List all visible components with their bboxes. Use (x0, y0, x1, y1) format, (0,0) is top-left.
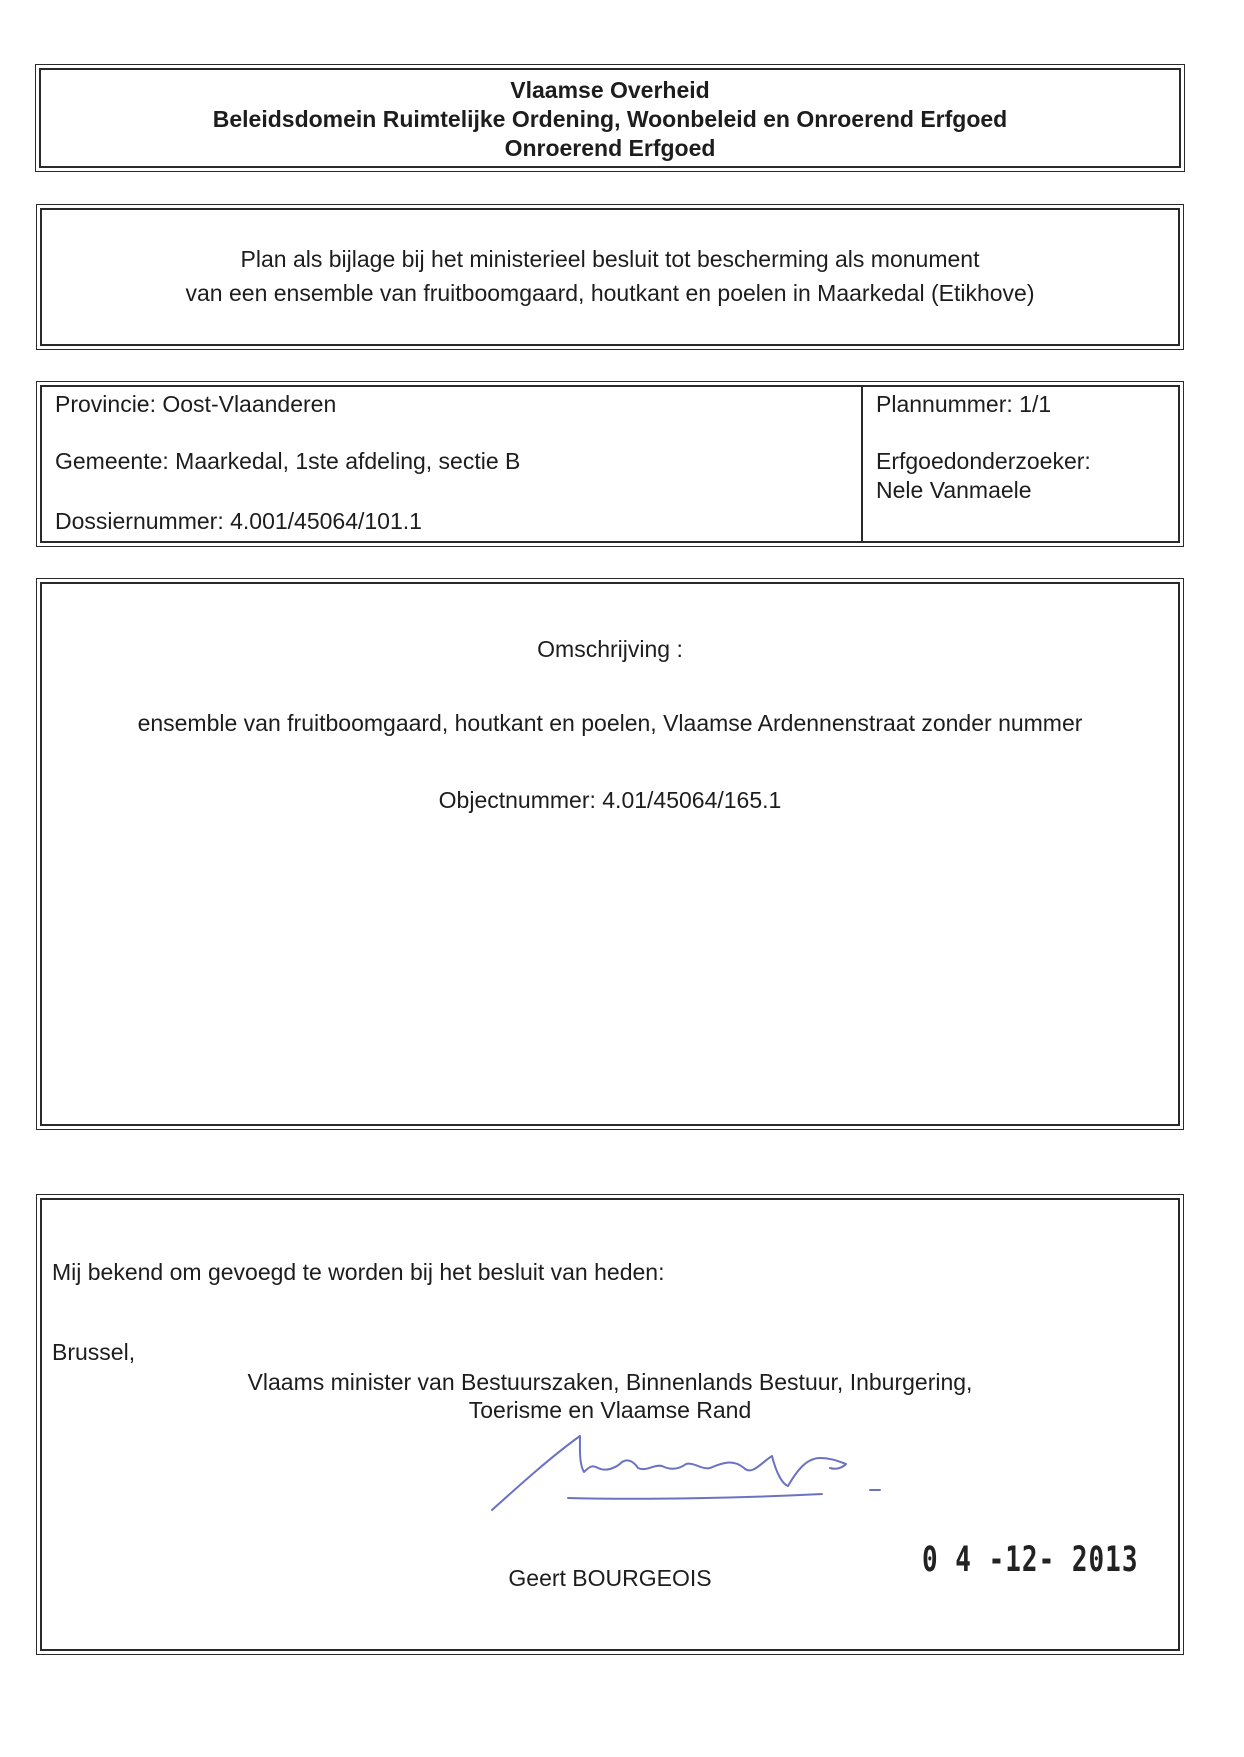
minister-title-line-2: Toerisme en Vlaamse Rand (468, 1397, 752, 1423)
metadata-box (40, 385, 1180, 543)
header-line-government: Vlaamse Overheid (510, 77, 710, 103)
onderzoeker-label: Erfgoedonderzoeker: (876, 448, 1091, 474)
date-stamp: 0 4 -12- 2013 (922, 1540, 1139, 1581)
provincie-field: Provincie: Oost-Vlaanderen (55, 391, 337, 417)
gemeente-field: Gemeente: Maarkedal, 1ste afdeling, sectie B (55, 448, 521, 474)
header-line-agency: Onroerend Erfgoed (504, 135, 716, 161)
metadata-right-column (863, 387, 1178, 541)
signature-stroke-2 (580, 1436, 846, 1486)
minister-title-line-1: Vlaams minister van Bestuurszaken, Binnenlands Bestuur, Inburgering, (247, 1369, 973, 1395)
signature-underline (568, 1494, 822, 1499)
description-heading: Omschrijving : (537, 636, 683, 662)
plannummer-field: Plannummer: 1/1 (876, 391, 1052, 417)
place-label: Brussel, (52, 1339, 136, 1365)
title-line-2: van een ensemble van fruitboomgaard, houtkant en poelen in Maarkedal (Etikhove) (185, 280, 1035, 306)
minister-name: Geert BOURGEOIS (508, 1565, 712, 1591)
dossiernummer-field: Dossiernummer: 4.001/45064/101.1 (55, 508, 422, 534)
title-box (40, 208, 1180, 346)
signature-stroke-1 (492, 1436, 580, 1510)
signature-box (40, 1198, 1180, 1651)
description-box (40, 582, 1180, 1126)
header-box (39, 68, 1181, 168)
title-line-1: Plan als bijlage bij het ministerieel besluit tot bescherming als monument (240, 246, 980, 272)
handwritten-signature (482, 1428, 942, 1528)
objectnummer-field: Objectnummer: 4.01/45064/165.1 (438, 787, 782, 813)
approval-statement: Mij bekend om gevoegd te worden bij het besluit van heden: (52, 1259, 665, 1285)
description-text: ensemble van fruitboomgaard, houtkant en poelen, Vlaamse Ardennenstraat zonder nummer (137, 710, 1083, 736)
header-line-policy-domain: Beleidsdomein Ruimtelijke Ordening, Woonbeleid en Onroerend Erfgoed (212, 106, 1008, 132)
onderzoeker-name: Nele Vanmaele (876, 477, 1032, 503)
metadata-left-column (42, 387, 863, 541)
